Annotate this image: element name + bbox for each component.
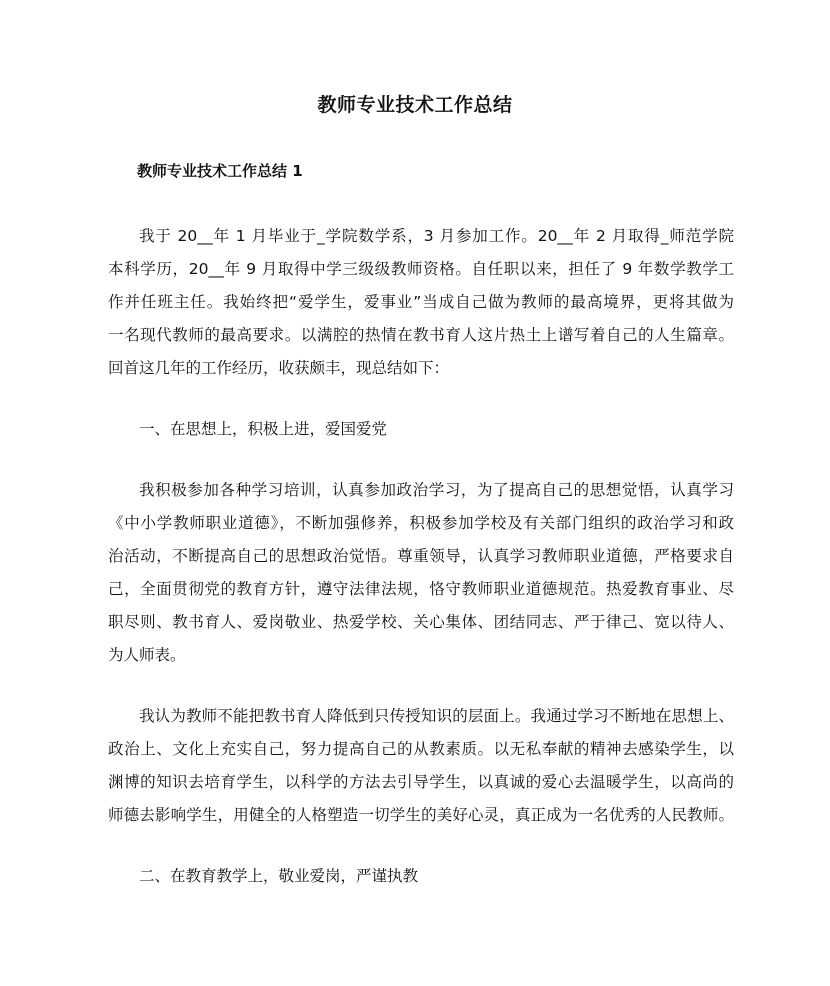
paragraph-thought [108, 474, 734, 672]
text-line: 作并任班主任。我始终把“爱学生，爱事业”当成自己做为教师的最高境界，更将其做为 [108, 293, 734, 311]
text-line: 一名现代教师的最高要求。以满腔的热情在教书育人这片热土上谱写着自己的人生篇章。 [108, 326, 734, 344]
document-subtitle: 教师专业技术工作总结 1 [137, 162, 303, 180]
text-line: 渊博的知识去培育学生，以科学的方法去引导学生，以真诚的爱心去温暖学生，以高尚的 [108, 773, 734, 791]
text-line: 政治上、文化上充实自己，努力提高自己的从教素质。以无私奉献的精神去感染学生，以 [108, 740, 734, 758]
text-line: 师德去影响学生，用健全的人格塑造一切学生的美好心灵，真正成为一名优秀的人民教师。 [108, 806, 734, 824]
text-line: 为人师表。 [108, 646, 186, 664]
text-line: 己，全面贯彻党的教育方针，遵守法律法规，恪守教师职业道德规范。热爱教育事业、尽 [108, 580, 734, 598]
text-line: 回首这几年的工作经历，收获颇丰，现总结如下： [108, 359, 450, 377]
text-line: 《中小学教师职业道德》，不断加强修养，积极参加学校及有关部门组织的政治学习和政 [108, 514, 734, 532]
text-line: 我认为教师不能把教书育人降低到只传授知识的层面上。我通过学习不断地在思想上、 [139, 707, 734, 725]
document-title: 教师专业技术工作总结 [317, 94, 513, 116]
document-body [108, 220, 734, 921]
section-heading-1: 一、在思想上，积极上进，爱国爱党 [139, 420, 388, 438]
text-line: 我积极参加各种学习培训，认真参加政治学习，为了提高自己的思想觉悟，认真学习 [139, 481, 734, 499]
text-line: 我于 20__年 1 月毕业于_学院数学系，3 月参加工作。20__年 2 月取得_师范学院 [139, 227, 734, 245]
text-line: 职尽则、教书育人、爱岗敬业、热爱学校、关心集体、团结同志、严于律己、宽以待人、 [108, 613, 734, 631]
text-line: 治活动，不断提高自己的思想政治觉悟。尊重领导，认真学习教师职业道德，严格要求自 [108, 547, 734, 565]
paragraph-teacher-role [108, 700, 734, 832]
text-line: 本科学历，20__年 9 月取得中学三级级教师资格。自任职以来，担任了 9 年数学教学工 [108, 260, 734, 278]
section-heading-2: 二、在教育教学上，敬业爱岗，严谨执教 [139, 867, 419, 885]
paragraph-intro [108, 220, 734, 385]
